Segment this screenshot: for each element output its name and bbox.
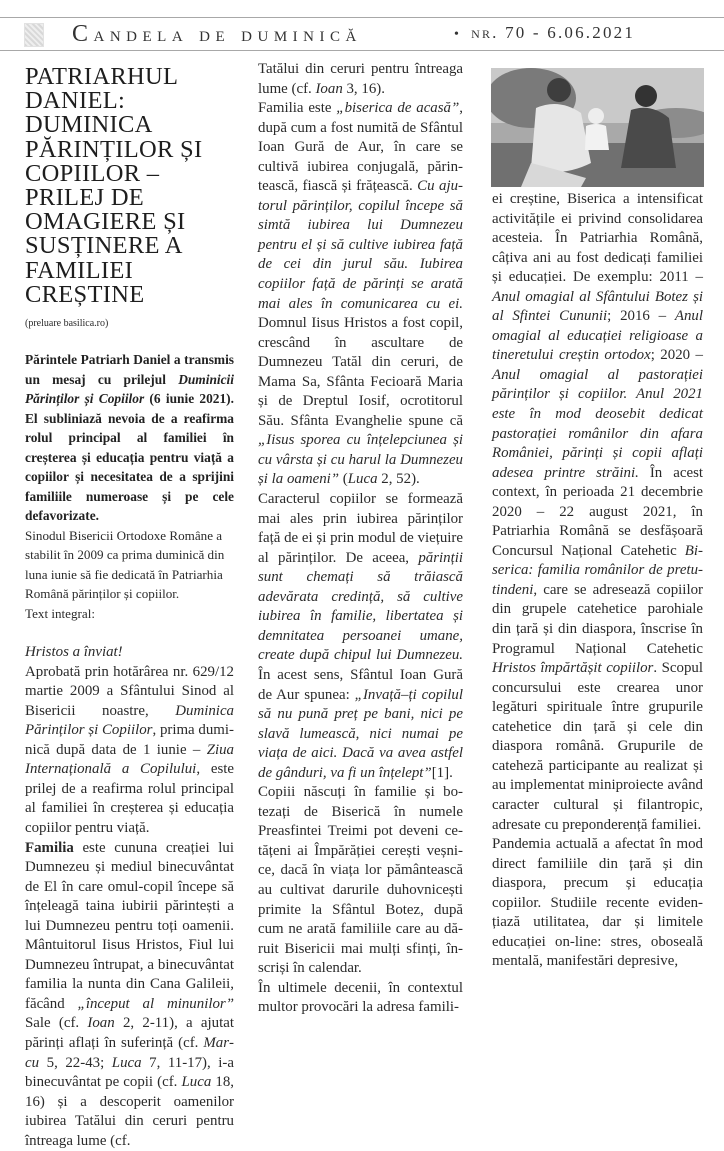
masthead-bar [0, 17, 724, 51]
issue-number-date: nr. 70 - 6.06.2021 [471, 23, 635, 42]
paragraph-1: Aprobată prin hotărârea nr. 629/12 martie 2009 a Sfântului Sinod al Bisericii noastre, Duminica Părinților și Copiilor, prima duminică după data de 1 iunie – Ziua Internațională a Copilului, este prilej de a reafirma rolul principal al familiei în creșterea și educația copiilor pentru viață. [25, 663, 234, 839]
column-2 [258, 60, 463, 1018]
family-photo-icon [491, 68, 704, 187]
issue-info [454, 23, 635, 43]
paragraph-5: Copiii născuți în familie și botezați de Biserică în numele Preasfintei Treimi pot deveni cetățeni ai Împărăției cerești veșnice, dacă în viața lor pământească au cultivat darurile duhovnicești primite la Sfântul Botez, după cum ne arată familiile care au dăruit Bisericii mai mulți sfinți, înscriși în calendar. [258, 783, 463, 978]
paragraph-7: Pandemia actuală a afectat în mod direct familiile din țară și din diaspora, precum și educația copiilor. Studiile recente evidențiază utilitatea, dar și limitele educației on-line: stres, oboseală mentală, manifestări depresive, [492, 835, 703, 972]
publication-title: Candela de duminică [72, 21, 362, 48]
article-lead: Părintele Patriarh Daniel a transmis un mesaj cu prilejul Duminicii Părinților și Copiilor (6 iunie 2021). El subliniază nevoia de a reafirma rolul principal al familiei în creșterea și educația pentru viață a copiilor și necesitatea de a sprijini familiile numeroase și pe cele defavorizate. [25, 350, 234, 526]
text-integral-label: Text integral: [25, 604, 234, 624]
publication-logo-icon [24, 23, 44, 47]
paragraph-6: ei creștine, Biserica a intensificat activitățile ei privind consolidarea acesteia. În Patriarhia Română, câțiva ani au fost dedicați familiei și educației. De exemplu: 2011 – Anul omagial al Sfântului Botez și al Sfintei Cununii; 2016 – Anul omagial al educației religioase a tineretului creștin ortodox; 2020 – Anul omagial al pastorației părinților și copiilor. Anul 2021 este în mod deosebit dedicat pastorației românilor din afara României, părinți și copii aflați adesea printre străini. În acest context, în perioada 21 decembrie 2020 – 22 august 2021, în Patriarhia Română se desfășoară Concursul Național Catehetic Biserica: familia românilor de pretutindeni, care se adresează copiilor din grupele catehetice parohiale din țară și din diaspora, înscrise în Programul Național Catehetic Hristos împărtășit copiilor. Scopul concursului este crearea unor legături spirituale între grupurile catehetice din țară și cele din diaspora română. Grupurile de cateheză participante au realizat și au implementat miniproiecte având caracter cultural și filantropic, adresate cu preponderență familiei. [492, 190, 703, 835]
paragraph-4: Caracterul copiilor se formează mai ales prin iubirea părinților față de ei și prin modul de viețuire al părinților. De aceea, părinții sunt chemați să trăiască adevărata credință, să cultive iubirea în familie, libertatea și demnitatea persoanei umane, create după chipul lui Dumnezeu. În acest sens, Sfântul Ioan Gură de Aur spunea: „Invață–ți copilul să nu pună preț pe bani, nici pe slavă lumească, nici numai pe viața de aici. Dacă va avea astfel de gânduri, va fi un înțelept”[1]. [258, 490, 463, 783]
article-title: PATRIARHUL DANIEL: DUMINICA PĂRINȚILOR ȘI COPIILOR – PRILEJ DE OMAGIERE ȘI SUSȚINERE A FAMILIEI CREȘTINE [25, 65, 234, 307]
article-intro: Sinodul Bisericii Ortodoxe Române a stabilit în 2009 ca prima duminică din luna iunie să fie dedicată în Patriarhia Română părinților și copiilor. [25, 526, 234, 604]
paragraph-3: Familia este „biserica de acasă”, după cum a fost numită de Sfântul Ioan Gură de Aur, în care se cultivă iubirea conjugală, părintească, fiască și frățească. Cu ajutorul părinților, copilul începe să simtă iubirea lui Dumnezeu pentru el și să cultive iubirea față de cei din jurul său. Iubirea copiilor față de părinți se arată mai ales în comunicarea cu ei. Domnul Iisus Hristos a fost copil, crescând în ascultare de Dumnezeu Tatăl din ceruri, de Mama Sa, Sfânta Fecioară Maria și de Dreptul Iosif, ocrotitorul Său. Sfânta Evanghelie spune că „Iisus sporea cu înțelepciunea și cu vârsta și cu harul la Dumnezeu și la oameni” (Luca 2, 52). [258, 99, 463, 490]
column-3 [492, 250, 703, 972]
greeting: Hristos a înviat! [25, 643, 234, 663]
paragraph-6-start: În ultimele decenii, în contextul multor provocări la adresa famili- [258, 979, 463, 1018]
article-source: (preluare basilica.ro) [25, 317, 234, 331]
column-1 [25, 62, 234, 1151]
article-photo [491, 68, 704, 187]
paragraph-2-end: Tatălui din ceruri pentru întreaga lume (cf. Ioan 3, 16). [258, 60, 463, 99]
paragraph-2-start: Familia este cununa creației lui Dumnezeu și mediul binecuvântat de El în care omul-copil începe să înțeleagă taina iubirii părintești a lui Dumnezeu pentru toți oamenii. Mântuitorul Iisus Hristos, Fiul lui Dumnezeu întrupat, a binecuvântat familia la nunta din Cana Galileii, făcând „început al minunilor” Sale (cf. Ioan 2, 2-11), a ajutat părinți aflați în suferință (cf. Marcu 5, 22-43; Luca 7, 11-17), i-a binecuvântat pe copii (cf. Luca 18, 16) și a descoperit oamenilor iubirea Tatălui din ceruri pentru întreaga lume (cf. [25, 839, 234, 1151]
bullet-icon: • [454, 27, 461, 42]
